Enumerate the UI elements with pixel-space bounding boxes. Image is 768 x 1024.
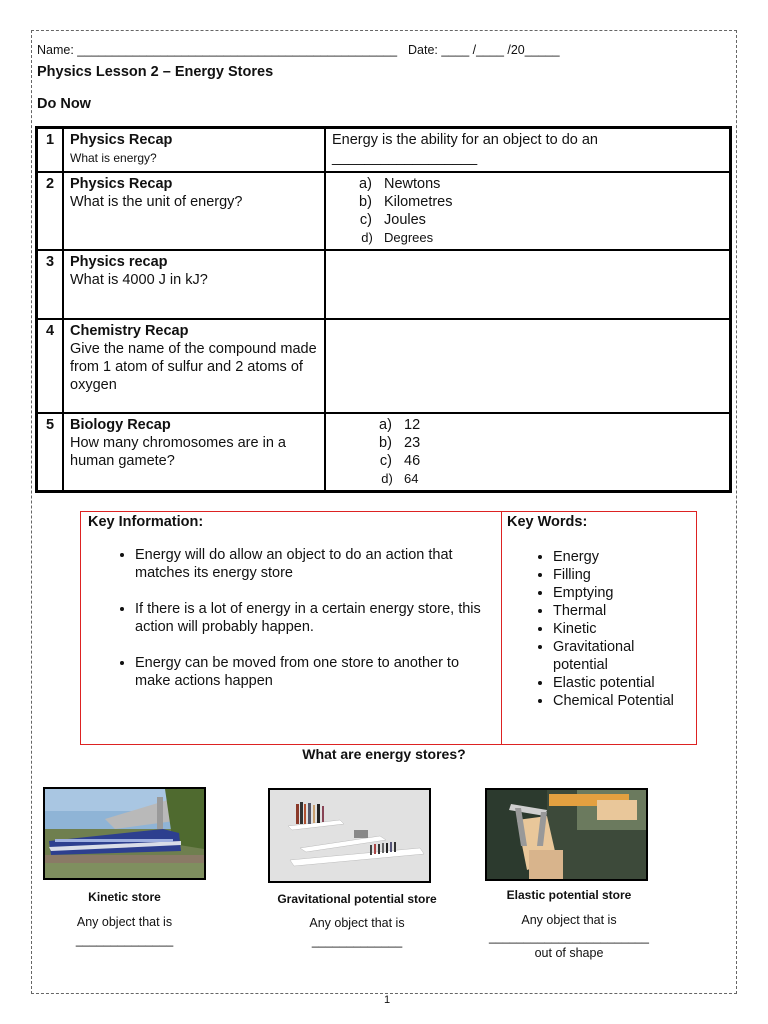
gravitational-store-text: Any object that is — [309, 916, 405, 930]
lesson-title: Physics Lesson 2 – Energy Stores — [37, 64, 274, 80]
options-list — [332, 175, 723, 247]
question-title: Physics Recap — [70, 175, 173, 192]
key-word: • Energy — [553, 548, 693, 566]
question-cell — [63, 319, 325, 413]
question-number: 5 — [37, 413, 64, 492]
answer-cell[interactable] — [325, 413, 731, 492]
key-word: • Filling — [553, 566, 693, 584]
elastic-store-caption: Elastic potential store — [506, 888, 632, 902]
train-icon — [45, 789, 204, 878]
question-number: 3 — [37, 250, 64, 319]
question-cell — [63, 413, 325, 492]
option-item[interactable]: c. Joules — [380, 211, 723, 229]
key-information-heading: Key Information: — [88, 514, 204, 530]
kinetic-store-caption: Kinetic store — [88, 890, 161, 904]
option-item[interactable]: b. 23 — [400, 434, 723, 452]
key-information-list — [109, 546, 485, 708]
question-text: What is the unit of energy? — [70, 193, 243, 210]
table-row — [37, 172, 731, 250]
answer-text: Energy is the ability for an object to do an __________________ — [332, 132, 598, 166]
shelves-image — [268, 788, 431, 883]
shelves-icon — [270, 790, 429, 881]
key-word: • Gravitational potential — [553, 638, 693, 674]
question-number: 4 — [37, 319, 64, 413]
key-word: • Kinetic — [553, 620, 693, 638]
slingshot-image — [485, 788, 648, 881]
energy-stores-question: What are energy stores? — [302, 746, 466, 762]
table-row — [37, 128, 731, 172]
kinetic-store-blank[interactable]: ______________ — [75, 933, 174, 947]
question-text: What is 4000 J in kJ? — [70, 271, 208, 288]
gravitational-store-caption: Gravitational potential store — [277, 892, 437, 906]
question-text: Give the name of the compound made from 1 atom of sulfur and 2 atoms of oxygen — [70, 340, 317, 393]
slingshot-icon — [487, 790, 646, 879]
answer-cell[interactable] — [325, 319, 731, 413]
kinetic-store-text: Any object that is — [76, 915, 173, 929]
table-row — [37, 319, 731, 413]
question-cell — [63, 172, 325, 250]
key-information-panel — [81, 512, 502, 744]
key-information-point: • If there is a lot of energy in a certain energy store, this action will probably happen. — [135, 600, 485, 636]
date-field[interactable]: Date: ____ /____ /20_____ — [408, 43, 560, 57]
key-words-heading: Key Words: — [507, 514, 588, 530]
option-item[interactable]: a. Newtons — [380, 175, 723, 193]
key-information-box — [80, 511, 697, 745]
question-title: Physics recap — [70, 253, 168, 270]
elastic-store-text: Any object that is — [521, 913, 617, 927]
key-word: • Chemical Potential — [553, 692, 693, 710]
options-list — [332, 416, 723, 488]
key-information-point: • Energy can be moved from one store to another to make actions happen — [135, 654, 485, 690]
table-row — [37, 250, 731, 319]
question-title: Chemistry Recap — [70, 322, 189, 339]
question-title: Biology Recap — [70, 416, 171, 433]
answer-cell[interactable] — [325, 172, 731, 250]
option-item[interactable]: c. 46 — [400, 452, 723, 470]
option-item[interactable]: d. 64 — [400, 470, 723, 488]
question-number: 2 — [37, 172, 64, 250]
gravitational-store-blank[interactable]: _____________ — [311, 934, 403, 948]
option-item[interactable]: a. 12 — [400, 416, 723, 434]
question-cell — [63, 250, 325, 319]
question-cell — [63, 128, 325, 172]
key-word: • Emptying — [553, 584, 693, 602]
key-word: • Thermal — [553, 602, 693, 620]
page-number: 1 — [384, 994, 391, 1006]
table-row — [37, 413, 731, 492]
elastic-store-blank[interactable]: _______________________ — [489, 930, 649, 944]
train-image — [43, 787, 206, 880]
key-words-list — [527, 548, 693, 710]
do-now-heading: Do Now — [37, 96, 91, 112]
question-title: Physics Recap — [70, 132, 173, 148]
key-word: • Elastic potential — [553, 674, 693, 692]
answer-cell[interactable] — [325, 250, 731, 319]
do-now-table — [35, 126, 732, 493]
answer-cell[interactable] — [325, 128, 731, 172]
elastic-store-text-end: out of shape — [534, 946, 604, 960]
option-item[interactable]: d. Degrees — [380, 229, 723, 247]
question-text: What is energy? — [70, 151, 157, 165]
key-information-point: • Energy will do allow an object to do an action that matches its energy store — [135, 546, 485, 582]
name-field[interactable]: Name: ______________________________________________ — [37, 43, 398, 57]
question-text: How many chromosomes are in a human gamete? — [70, 434, 286, 469]
option-item[interactable]: b. Kilometres — [380, 193, 723, 211]
question-number: 1 — [37, 128, 64, 172]
